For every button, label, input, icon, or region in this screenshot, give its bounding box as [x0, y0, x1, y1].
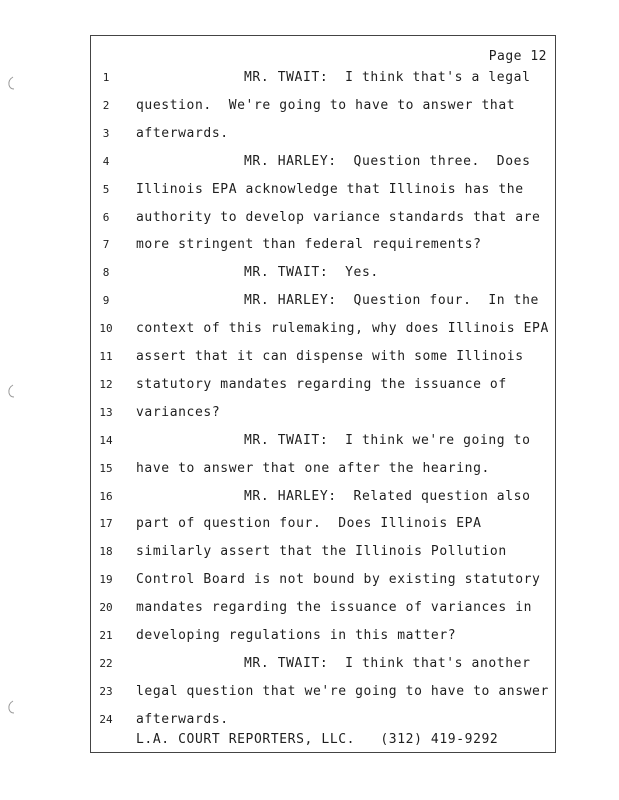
line-text: part of question four. Does Illinois EPA [136, 516, 482, 532]
transcript-line [0, 656, 619, 676]
line-text: MR. HARLEY: Question four. In the [244, 293, 539, 309]
line-number: 18 [99, 545, 113, 559]
transcript-line [0, 377, 619, 397]
line-number: 11 [99, 350, 113, 363]
line-number: 15 [99, 461, 113, 475]
transcript-line [0, 461, 619, 481]
line-number: 13 [99, 405, 113, 419]
line-number: 8 [102, 266, 110, 280]
page-number: Page 12 [488, 49, 547, 64]
line-number: 3 [102, 126, 110, 140]
transcript-line [0, 237, 619, 257]
transcript-line [0, 433, 619, 453]
transcript-line [0, 293, 619, 313]
line-number: 7 [102, 238, 110, 252]
line-number: 24 [99, 712, 113, 726]
line-number: 5 [102, 182, 110, 196]
hole-punch-mark [6, 384, 16, 398]
line-number: 14 [99, 433, 113, 447]
transcript-line [0, 712, 619, 732]
line-text: afterwards. [136, 711, 229, 727]
line-text: Illinois EPA acknowledge that Illinois has the [136, 181, 524, 197]
transcript-line [0, 349, 619, 369]
line-text: statutory mandates regarding the issuance of [136, 376, 507, 392]
line-number: 1 [102, 71, 110, 84]
line-number: 12 [99, 377, 113, 391]
line-number: 22 [99, 656, 113, 670]
transcript-line [0, 516, 619, 536]
transcript-line [0, 628, 619, 648]
line-text: MR. TWAIT: I think that's another [244, 655, 531, 671]
line-number: 19 [99, 573, 113, 587]
line-text: MR. TWAIT: I think that's a legal [244, 70, 531, 85]
transcript-line [0, 321, 619, 341]
line-text: assert that it can dispense with some Illinois [136, 349, 524, 364]
line-text: have to answer that one after the hearing. [136, 460, 490, 476]
line-number: 2 [102, 98, 110, 112]
reporter-footer: L.A. COURT REPORTERS, LLC. (312) 419-9292 [136, 732, 499, 747]
transcript-line [0, 126, 619, 146]
line-text: developing regulations in this matter? [136, 628, 457, 643]
line-number: 21 [99, 629, 113, 642]
line-text: similarly assert that the Illinois Pollution [136, 544, 507, 560]
transcript-line [0, 489, 619, 509]
transcript-line [0, 210, 619, 230]
hole-punch-mark [6, 700, 16, 714]
line-text: question. We're going to have to answer that [136, 97, 516, 113]
line-text: authority to develop variance standards that are [136, 209, 541, 225]
line-number: 4 [102, 154, 110, 168]
transcript-line [0, 572, 619, 592]
transcript-line [0, 182, 619, 202]
transcript-line [0, 154, 619, 174]
line-text: context of this rulemaking, why does Illinois EPA [136, 321, 549, 337]
line-number: 9 [102, 294, 110, 308]
line-text: MR. HARLEY: Related question also [244, 488, 531, 504]
line-number: 23 [99, 684, 113, 698]
transcript-line [0, 98, 619, 118]
line-number: 17 [99, 517, 113, 531]
transcript-line [0, 265, 619, 285]
line-number: 10 [99, 322, 113, 336]
line-number: 16 [99, 489, 113, 503]
transcript-line [0, 70, 619, 90]
transcript-line [0, 684, 619, 704]
line-number: 20 [99, 601, 113, 615]
transcript-line [0, 405, 619, 425]
line-text: legal question that we're going to have to answer [136, 683, 549, 699]
line-text: mandates regarding the issuance of variances in [136, 600, 533, 616]
transcript-line [0, 544, 619, 564]
transcript-line [0, 600, 619, 620]
line-text: MR. TWAIT: Yes. [244, 265, 379, 281]
line-text: Control Board is not bound by existing statutory [136, 572, 541, 588]
hole-punch-mark [6, 76, 16, 90]
line-text: variances? [136, 404, 221, 420]
line-number: 6 [102, 210, 110, 224]
line-text: afterwards. [136, 125, 229, 141]
line-text: more stringent than federal requirements? [136, 237, 482, 253]
line-text: MR. HARLEY: Question three. Does [244, 153, 531, 169]
line-text: MR. TWAIT: I think we're going to [244, 432, 531, 448]
